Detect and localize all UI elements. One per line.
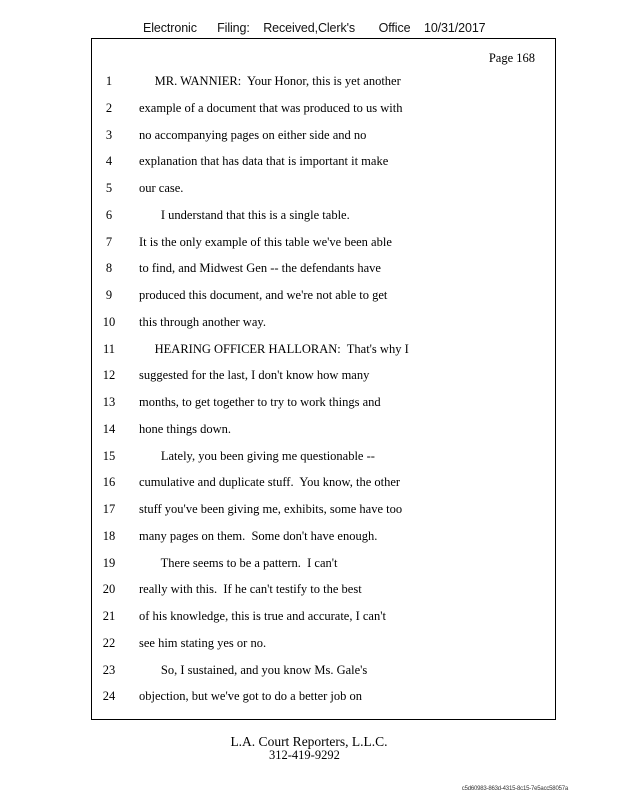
line-text: of his knowledge, this is true and accurate, I can't (139, 609, 386, 623)
line-text: suggested for the last, I don't know how many (139, 368, 370, 383)
line-number: 12 (102, 368, 116, 383)
line-text: objection, but we've got to do a better job on (139, 689, 363, 704)
line-text: really with this. If he can't testify to the best (139, 582, 362, 597)
line-number: 8 (105, 261, 113, 276)
line-text: many pages on them. Some don't have enough. (139, 528, 378, 543)
line-number: 7 (105, 234, 113, 249)
line-number: 3 (105, 127, 113, 142)
line-text: to find, and Midwest Gen -- the defendants have (139, 261, 381, 276)
line-number: 5 (105, 181, 113, 195)
line-text: months, to get together to try to work things and (139, 395, 381, 409)
line-text: I understand that this is a single table. (139, 207, 350, 222)
line-number: 6 (105, 207, 113, 222)
line-number: 4 (105, 154, 113, 169)
line-number: 11 (102, 341, 116, 356)
line-text: see him stating yes or no. (139, 635, 267, 650)
line-number: 18 (102, 528, 116, 543)
line-text: So, I sustained, and you know Ms. Gale's (139, 662, 368, 677)
line-number: 24 (102, 689, 116, 704)
court-reporter-name: L.A. Court Reporters, L.L.C. (230, 734, 388, 749)
line-text: explanation that has data that is important it make (139, 154, 389, 169)
line-number: 16 (102, 475, 116, 490)
line-text: hone things down. (139, 421, 232, 436)
line-text: example of a document that was produced to us with (139, 100, 403, 115)
line-text: no accompanying pages on either side and no (139, 127, 367, 142)
line-text: Lately, you been giving me questionable -- (139, 448, 375, 463)
line-number: 22 (102, 635, 116, 650)
line-number: 9 (105, 288, 113, 302)
line-text: HEARING OFFICER HALLORAN: That's why I (139, 341, 409, 356)
line-text: stuff you've been giving me, exhibits, some have too (139, 502, 403, 516)
line-text: It is the only example of this table we've been able (139, 234, 392, 249)
line-number: 17 (102, 502, 116, 516)
line-number: 13 (102, 395, 116, 409)
line-text: this through another way. (139, 314, 266, 329)
line-text: MR. WANNIER: Your Honor, this is yet another (139, 74, 401, 88)
line-number: 1 (105, 74, 113, 88)
line-number: 19 (102, 555, 116, 570)
document-id: c5d60983-863d-4315-8c15-7e5acc58057a (461, 786, 568, 792)
line-number: 2 (105, 100, 113, 115)
transcript-page (91, 38, 556, 720)
page-number: Page 168 (488, 51, 535, 65)
filing-stamp-header: Electronic Filing: Received,Clerk's Office 10/31/2017 (143, 21, 486, 35)
line-text: our case. (139, 181, 184, 195)
line-text: There seems to be a pattern. I can't (139, 555, 338, 570)
court-reporter-phone: 312-419-9292 (269, 748, 340, 762)
line-number: 15 (102, 448, 116, 463)
line-number: 14 (102, 421, 116, 436)
line-number: 21 (102, 609, 116, 623)
line-number: 10 (102, 314, 116, 329)
line-number: 20 (102, 582, 116, 597)
line-text: cumulative and duplicate stuff. You know, the other (139, 475, 401, 490)
line-number: 23 (102, 662, 116, 677)
line-text: produced this document, and we're not able to get (139, 288, 388, 302)
